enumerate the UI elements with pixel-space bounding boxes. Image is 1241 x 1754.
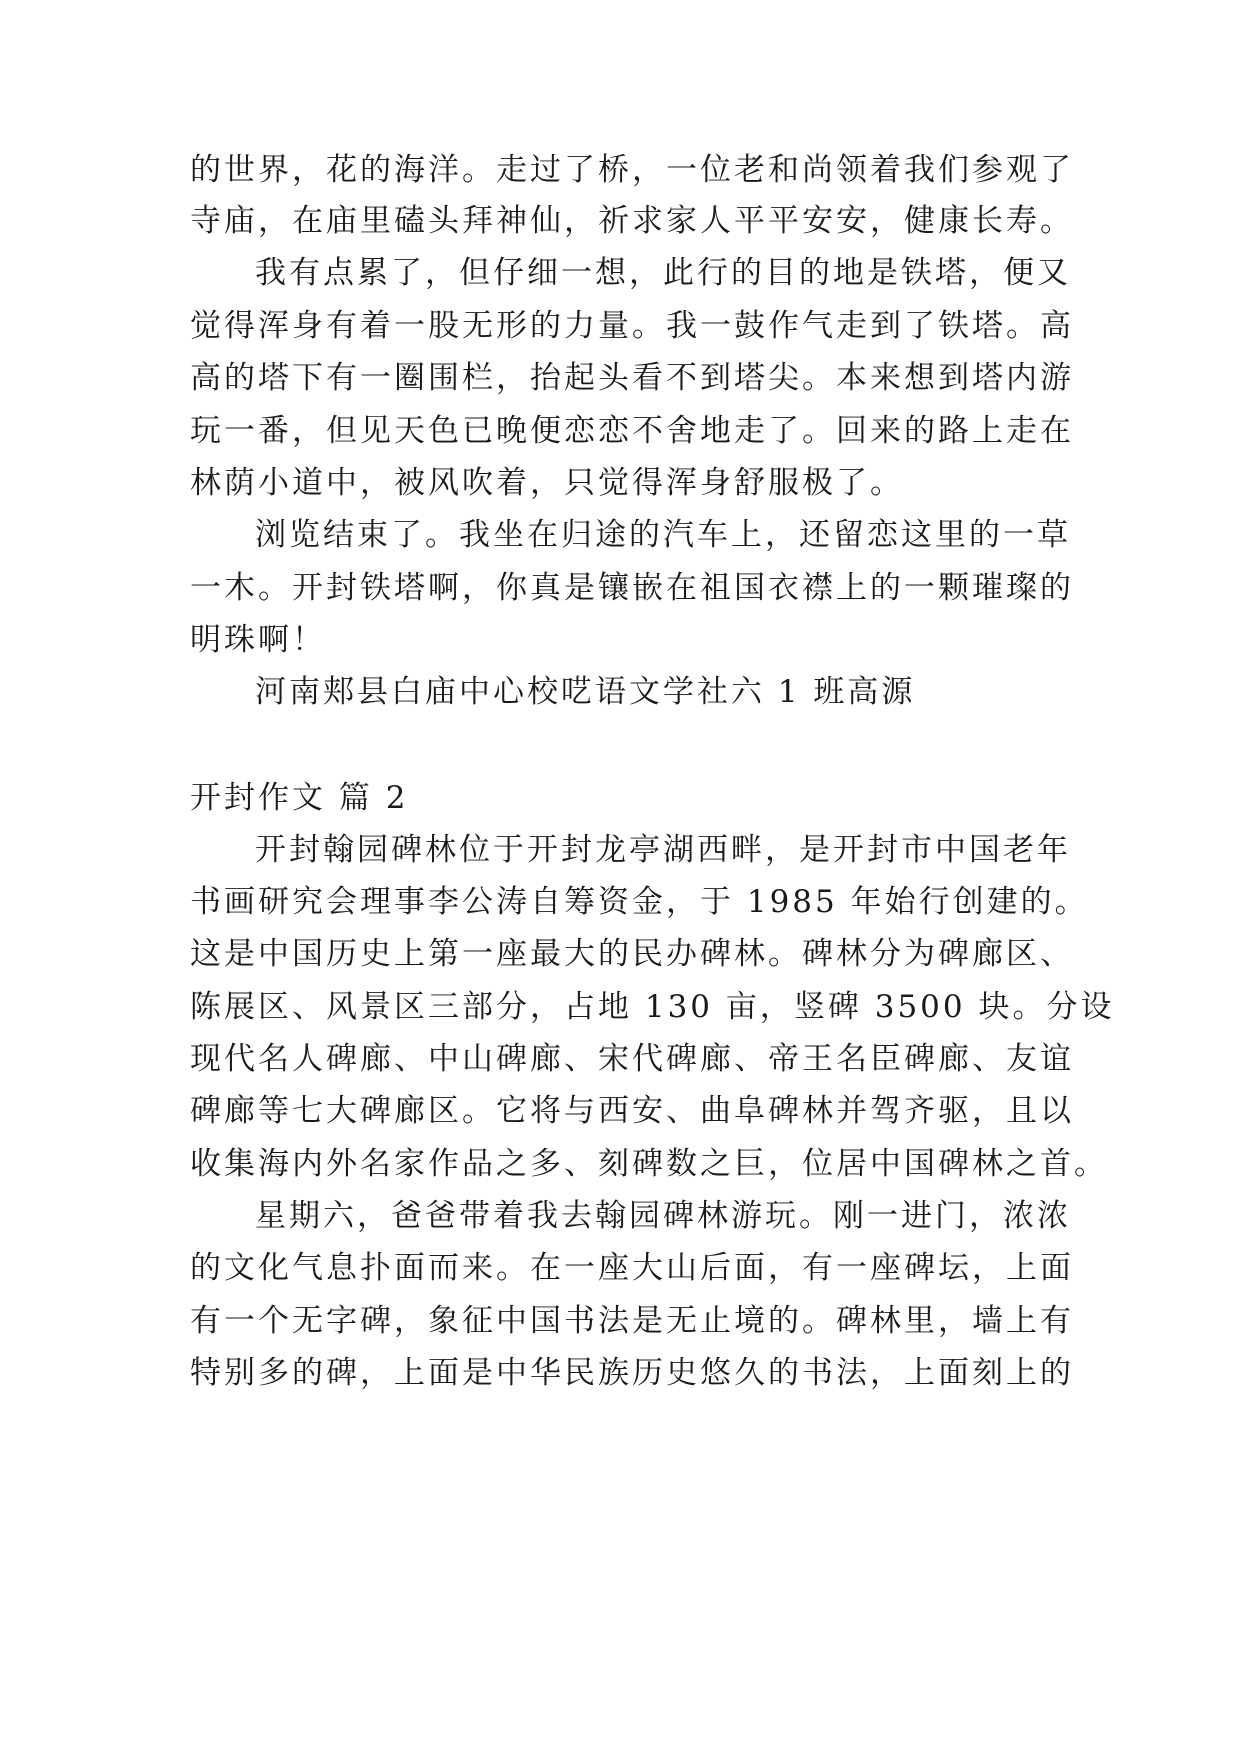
text-line: 这是中国历史上第一座最大的民办碑林。碑林分为碑廊区、 <box>190 936 1074 972</box>
text-line: 林荫小道中，被风吹着，只觉得浑身舒服极了。 <box>190 465 904 501</box>
text-line: 有一个无字碑，象征中国书法是无止境的。碑林里，墙上有 <box>190 1303 1074 1339</box>
text-line: 碑廊等七大碑廊区。它将与西安、曲阜碑林并驾齐驱，且以 <box>190 1093 1074 1129</box>
text-line: 寺庙，在庙里磕头拜神仙，祈求家人平平安安，健康长寿。 <box>190 203 1074 239</box>
text-line: 高的塔下有一圈围栏，抬起头看不到塔尖。本来想到塔内游 <box>190 360 1074 396</box>
text-line: 收集海内外名家作品之多、刻碑数之巨，位居中国碑林之首。 <box>190 1146 1108 1182</box>
text-line: 开封翰园碑林位于开封龙亭湖西畔，是开封市中国老年 <box>255 832 1071 868</box>
author-line: 河南郏县白庙中心校呓语文学社六 1 班高源 <box>255 674 916 710</box>
text-line: 星期六，爸爸带着我去翰园碑林游玩。刚一进门，浓浓 <box>255 1198 1071 1234</box>
section-heading: 开封作文 篇 2 <box>190 780 409 816</box>
text-line: 特别多的碑，上面是中华民族历史悠久的书法，上面刻上的 <box>190 1355 1074 1391</box>
text-line: 的世界，花的海洋。走过了桥，一位老和尚领着我们参观了 <box>190 152 1074 188</box>
text-line: 的文化气息扑面而来。在一座大山后面，有一座碑坛，上面 <box>190 1250 1074 1286</box>
text-line: 明珠啊！ <box>190 622 326 658</box>
text-line: 书画研究会理事李公涛自筹资金，于 1985 年始行创建的。 <box>190 884 1089 920</box>
text-line: 浏览结束了。我坐在归途的汽车上，还留恋这里的一草 <box>255 517 1071 553</box>
text-line: 觉得浑身有着一股无形的力量。我一鼓作气走到了铁塔。高 <box>190 308 1074 344</box>
text-line: 我有点累了，但仔细一想，此行的目的地是铁塔，便又 <box>255 255 1071 291</box>
text-line: 陈展区、风景区三部分，占地 130 亩，竖碑 3500 块。分设 <box>190 989 1115 1025</box>
text-line: 一木。开封铁塔啊，你真是镶嵌在祖国衣襟上的一颗璀璨的 <box>190 570 1074 606</box>
text-line: 玩一番，但见天色已晚便恋恋不舍地走了。回来的路上走在 <box>190 413 1074 449</box>
text-line: 现代名人碑廊、中山碑廊、宋代碑廊、帝王名臣碑廊、友谊 <box>190 1041 1074 1077</box>
